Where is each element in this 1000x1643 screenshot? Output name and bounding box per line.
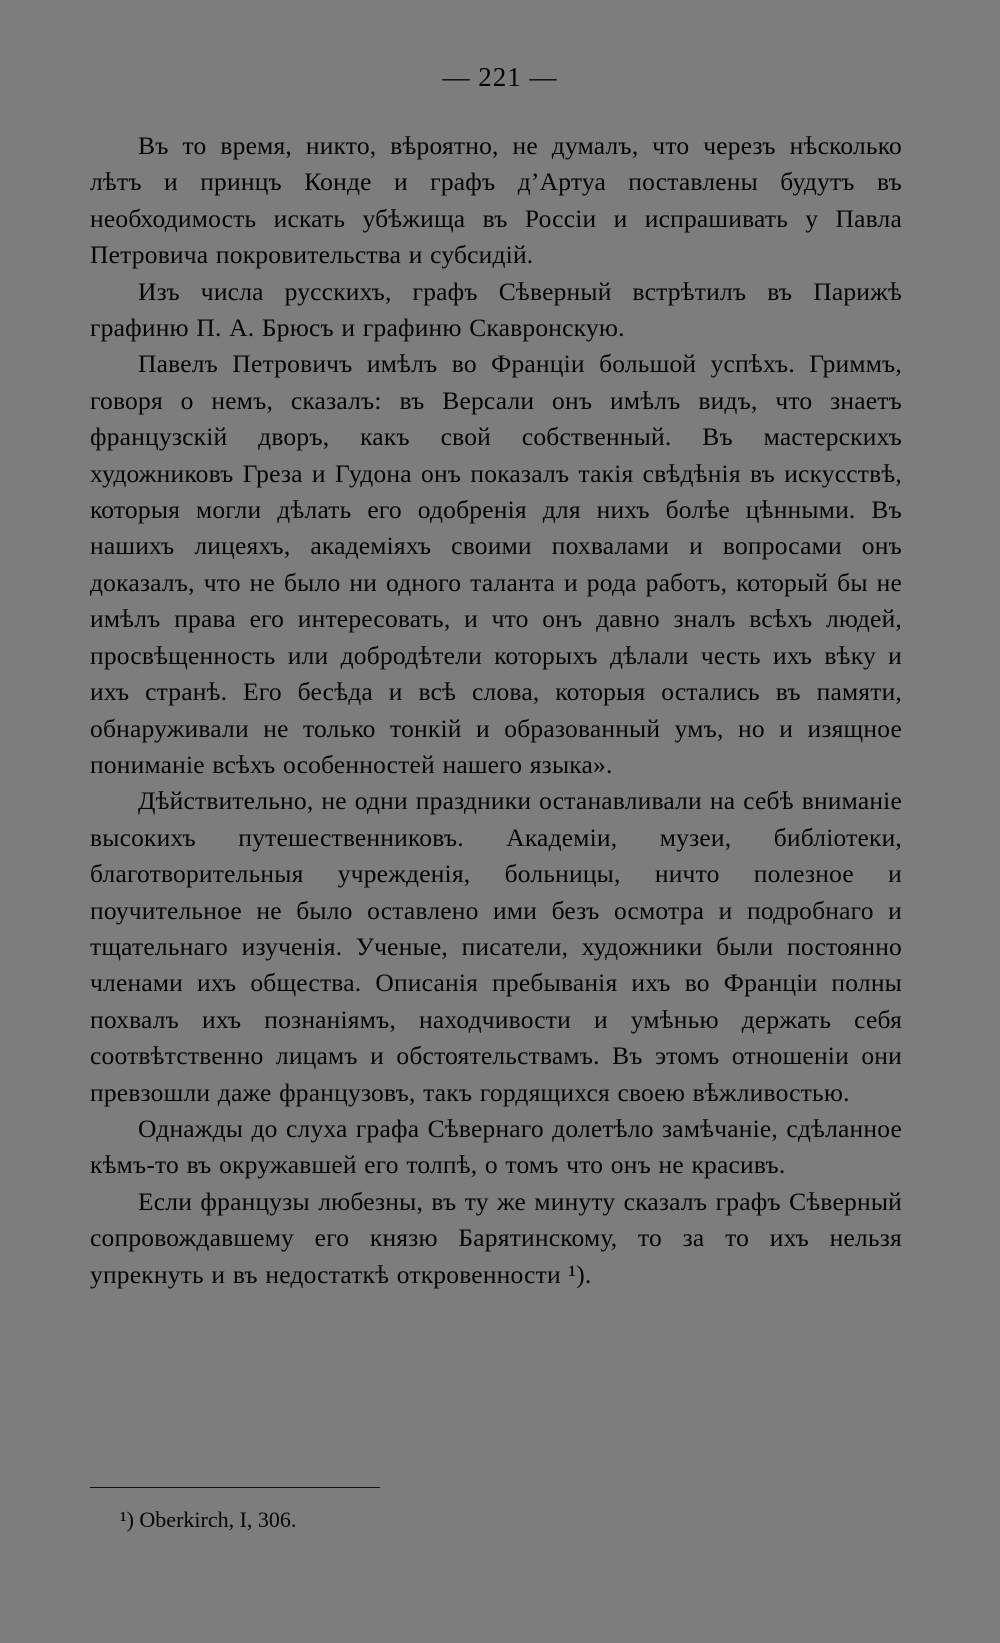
- footnote: ¹) Oberkirch, I, 306.: [120, 1507, 297, 1532]
- paragraph-6: Если французы любезны, въ ту же минуту сказалъ графъ Сѣверный сопровождавшему его князю Барятинскому, то за то ихъ нельзя упрекнуть и въ недостаткѣ откровенности ¹).: [90, 1186, 902, 1289]
- body-text: [90, 128, 902, 1293]
- paragraph-3: Павелъ Петровичъ имѣлъ во Франціи большой успѣхъ. Гриммъ, говоря о немъ, сказалъ: въ Версали онъ имѣлъ видъ, что знаетъ французскій дворъ, какъ свой собственный. Въ мастерскихъ художниковъ Греза и Гудона онъ показалъ такія свѣдѣнія въ искусствѣ, которыя могли дѣлать его одобренія для нихъ болѣе цѣнными. Въ нашихъ лицеяхъ, академіяхъ своими похвалами и вопросами онъ доказалъ, что не было ни одного таланта и рода работъ, который бы не имѣлъ права его интересовать, и что онъ давно зналъ всѣхъ людей, просвѣщенность или добродѣтели которыхъ дѣлали честь ихъ вѣку и ихъ странѣ. Его бесѣда и всѣ слова, которыя остались въ памяти, обнаруживали не только тонкій и образованный умъ, но и изящное пониманіе всѣхъ особенностей нашего языка».: [90, 349, 902, 779]
- footnote-divider: [90, 1487, 380, 1488]
- paragraph-2: Изъ числа русскихъ, графъ Сѣверный встрѣтилъ въ Парижѣ графиню П. А. Брюсъ и графиню Скавронскую.: [90, 276, 902, 343]
- paragraph-1: Въ то время, никто, вѣроятно, не думалъ, что черезъ нѣсколько лѣтъ и принцъ Конде и графъ д’Артуа поставлены будутъ въ необходимость искать убѣжища въ Россіи и испрашивать у Павла Петровича покровительства и субсидій.: [90, 131, 902, 270]
- paragraph-5: Однажды до слуха графа Сѣвернаго долетѣло замѣчаніе, сдѣланное кѣмъ-то въ окружавшей его толпѣ, о томъ что онъ не красивъ.: [90, 1113, 902, 1180]
- paragraph-4: Дѣйствительно, не одни праздники останавливали на себѣ вниманіе высокихъ путешественниковъ. Академіи, музеи, библіотеки, благотворительныя учрежденія, больницы, ничто полезное и поучительное не было оставлено ими безъ осмотра и подробнаго и тщательнаго изученія. Ученые, писатели, художники были постоянно членами ихъ общества. Описанія пребыванія ихъ во Франціи полны похвалъ ихъ познаніямъ, находчивости и умѣнью держать себя соотвѣтственно лицамъ и обстоятельствамъ. Въ этомъ отношеніи они превзошли даже французовъ, такъ гордящихся своею вѣжливостью.: [90, 786, 902, 1107]
- page-number: — 221 —: [442, 62, 558, 92]
